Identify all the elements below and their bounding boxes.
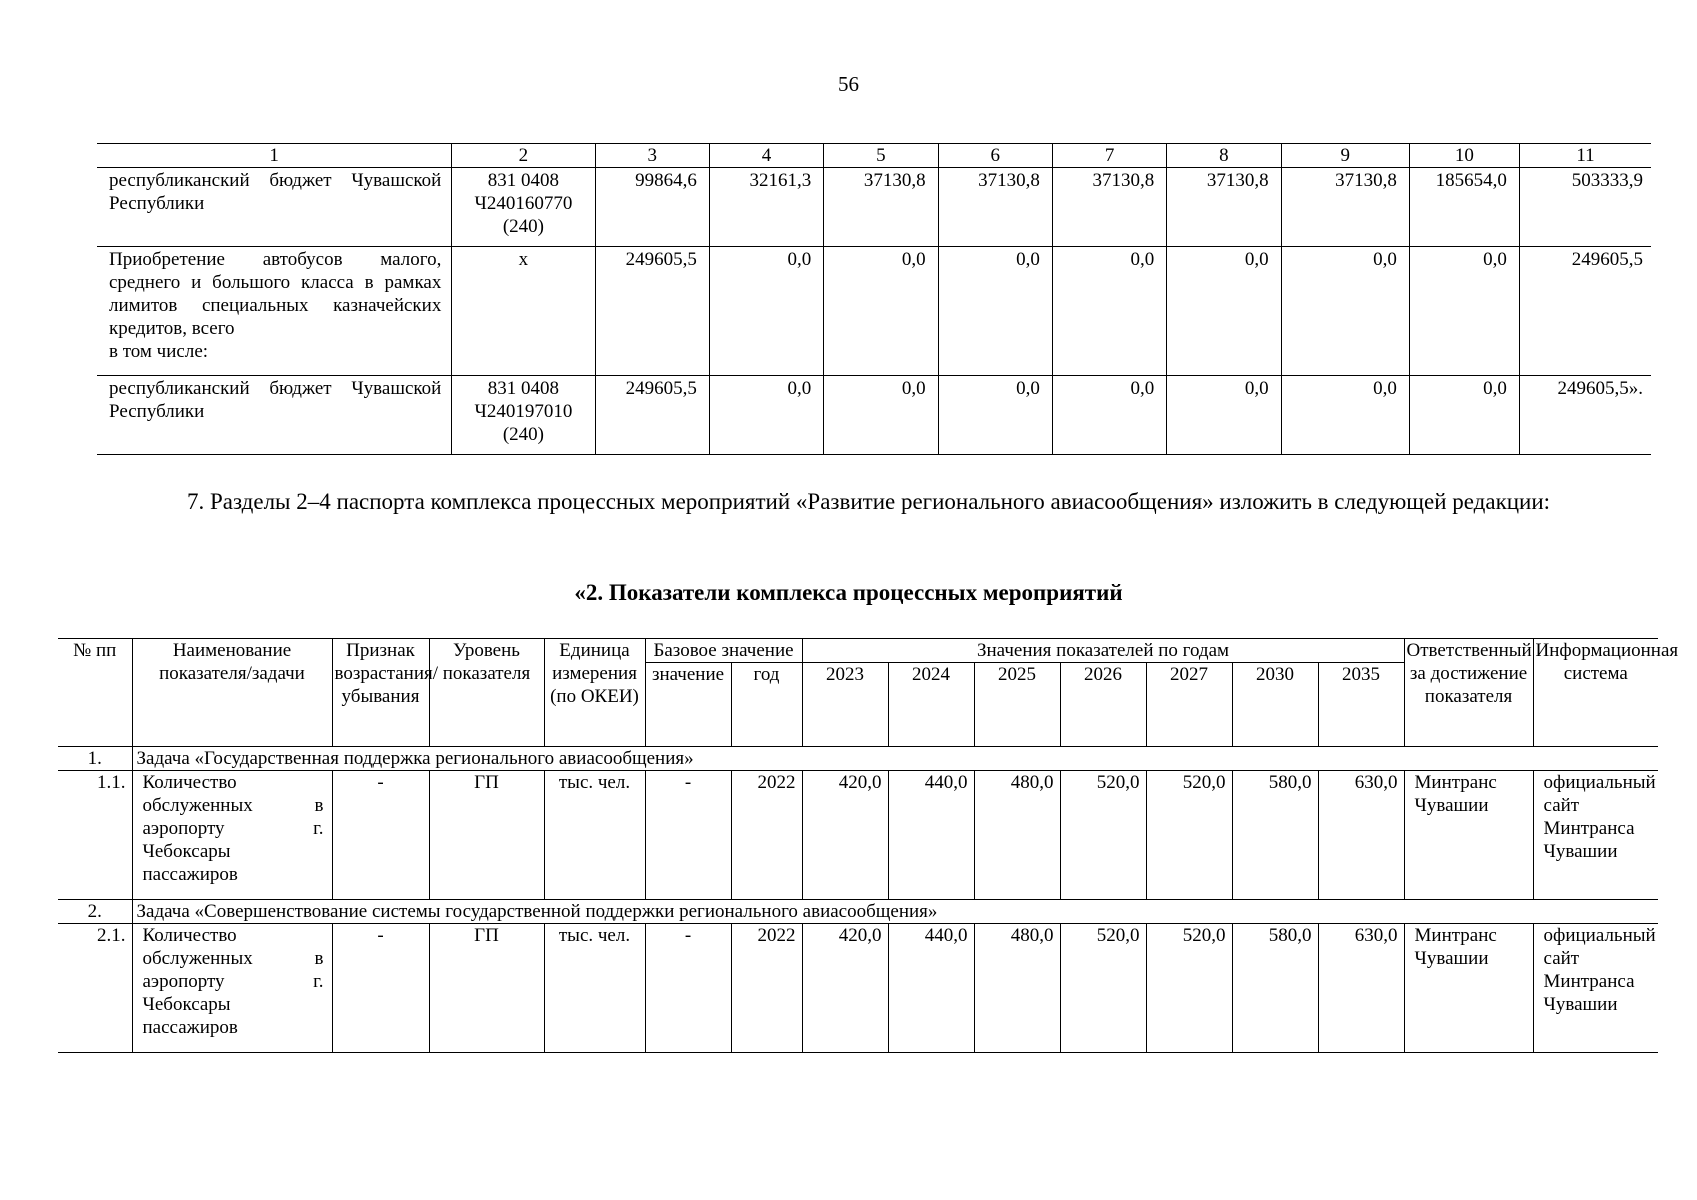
header-unit: Единица измерения (по ОКЕИ) [544, 639, 645, 747]
indicator-value: 520,0 [1060, 924, 1146, 1053]
header-row [58, 639, 1658, 663]
column-number: 11 [1519, 144, 1651, 168]
indicator-num: 2.1. [58, 924, 132, 1053]
indicator-value: 420,0 [802, 924, 888, 1053]
column-number: 5 [824, 144, 938, 168]
budget-code: 831 0408 Ч240160770 (240) [452, 168, 595, 247]
column-number: 6 [938, 144, 1052, 168]
task-num: 2. [58, 900, 132, 924]
indicator-name: Количество обслуженных в аэропорту г. Чебоксары пассажиров [132, 924, 332, 1053]
indicator-value: 480,0 [974, 924, 1060, 1053]
indicators-table [58, 638, 1679, 1053]
header-year: 2027 [1146, 663, 1232, 747]
value-cell: 37130,8 [1052, 168, 1166, 247]
indicator-level: ГП [429, 771, 544, 900]
header-year: 2035 [1318, 663, 1404, 747]
task-title: Задача «Государственная поддержка регионального авиасообщения» [132, 747, 1658, 771]
value-cell: 0,0 [1052, 247, 1166, 376]
header-name: Наименование показателя/задачи [132, 639, 332, 747]
value-cell: 99864,6 [595, 168, 709, 247]
header-base-value: значение [645, 663, 731, 747]
value-cell: 0,0 [938, 376, 1052, 455]
value-cell: 249605,5 [595, 247, 709, 376]
header-responsible: Ответственный за достижение показателя [1404, 639, 1533, 747]
indicator-value: 630,0 [1318, 924, 1404, 1053]
budget-code: x [452, 247, 595, 376]
header-sign: Признак возрастания/убывания [332, 639, 429, 747]
value-cell: 0,0 [709, 247, 823, 376]
indicator-value: 580,0 [1232, 924, 1318, 1053]
column-number: 7 [1052, 144, 1166, 168]
indicator-info-system: официальный сайт Минтранса Чувашии [1533, 924, 1658, 1053]
value-cell: 0,0 [938, 247, 1052, 376]
budget-code: 831 0408 Ч240197010 (240) [452, 376, 595, 455]
value-cell: 0,0 [1052, 376, 1166, 455]
indicator-responsible: Минтранс Чувашии [1404, 771, 1533, 900]
table-row [97, 168, 1651, 247]
header-base: Базовое значение [645, 639, 802, 663]
indicator-row [58, 924, 1658, 1053]
value-cell: 0,0 [1409, 247, 1519, 376]
value-cell: 185654,0 [1409, 168, 1519, 247]
column-number: 8 [1167, 144, 1281, 168]
indicator-base-year: 2022 [731, 771, 802, 900]
value-cell: 249605,5 [1519, 247, 1651, 376]
indicator-value: 520,0 [1146, 771, 1232, 900]
value-cell: 0,0 [1409, 376, 1519, 455]
value-cell: 0,0 [824, 247, 938, 376]
indicator-sign: - [332, 771, 429, 900]
column-number: 1 [97, 144, 452, 168]
indicator-value: 440,0 [888, 924, 974, 1053]
indicator-sign: - [332, 924, 429, 1053]
header-num: № пп [58, 639, 132, 747]
header-year: 2026 [1060, 663, 1146, 747]
column-number: 10 [1409, 144, 1519, 168]
value-cell: 0,0 [1281, 376, 1409, 455]
header-year: 2030 [1232, 663, 1318, 747]
header-level: Уровень показателя [429, 639, 544, 747]
header-years-group: Значения показателей по годам [802, 639, 1404, 663]
amendment-paragraph: 7. Разделы 2–4 паспорта комплекса процессных мероприятий «Развитие регионального авиасообщения» изложить в следующей редакции: [187, 489, 1551, 514]
indicator-value: 520,0 [1060, 771, 1146, 900]
indicator-base-value: - [645, 924, 731, 1053]
section-heading: «2. Показатели комплекса процессных мероприятий [574, 580, 1123, 605]
value-cell: 0,0 [1167, 376, 1281, 455]
column-number-row [97, 144, 1651, 168]
indicator-value: 440,0 [888, 771, 974, 900]
task-row [58, 747, 1658, 771]
indicator-value: 520,0 [1146, 924, 1232, 1053]
value-cell: 0,0 [1167, 247, 1281, 376]
value-cell: 249605,5 [595, 376, 709, 455]
value-cell: 37130,8 [1281, 168, 1409, 247]
column-number: 4 [709, 144, 823, 168]
header-year: 2025 [974, 663, 1060, 747]
task-title: Задача «Совершенствование системы государственной поддержки регионального авиасообщения» [132, 900, 1658, 924]
column-number: 9 [1281, 144, 1409, 168]
row-name: республиканский бюджет Чувашской Республики [97, 168, 452, 247]
value-cell: 37130,8 [824, 168, 938, 247]
table-row [97, 376, 1651, 455]
budget-table [97, 143, 1651, 455]
indicator-value: 580,0 [1232, 771, 1318, 900]
value-cell: 249605,5». [1519, 376, 1651, 455]
indicator-value: 630,0 [1318, 771, 1404, 900]
header-year: 2024 [888, 663, 974, 747]
column-number: 2 [452, 144, 595, 168]
indicator-value: 480,0 [974, 771, 1060, 900]
value-cell: 0,0 [824, 376, 938, 455]
row-name: Приобретение автобусов малого, среднего и большого класса в рамках лимитов специальных казначейских кредитов, всего в том числе: [97, 247, 452, 376]
task-num: 1. [58, 747, 132, 771]
value-cell: 32161,3 [709, 168, 823, 247]
value-cell: 37130,8 [1167, 168, 1281, 247]
table-row [97, 247, 1651, 376]
indicator-base-value: - [645, 771, 731, 900]
indicator-value: 420,0 [802, 771, 888, 900]
value-cell: 0,0 [709, 376, 823, 455]
header-year: 2023 [802, 663, 888, 747]
row-name: республиканский бюджет Чувашской Республики [97, 376, 452, 455]
page-number: 56 [838, 72, 859, 96]
indicator-name: Количество обслуженных в аэропорту г. Чебоксары пассажиров [132, 771, 332, 900]
header-info-system: Информационная система [1533, 639, 1658, 747]
indicator-unit: тыс. чел. [544, 924, 645, 1053]
value-cell: 503333,9 [1519, 168, 1651, 247]
indicator-row [58, 771, 1658, 900]
indicator-info-system: официальный сайт Минтранса Чувашии [1533, 771, 1658, 900]
value-cell: 0,0 [1281, 247, 1409, 376]
value-cell: 37130,8 [938, 168, 1052, 247]
task-row [58, 900, 1658, 924]
indicator-level: ГП [429, 924, 544, 1053]
indicator-responsible: Минтранс Чувашии [1404, 924, 1533, 1053]
indicator-base-year: 2022 [731, 924, 802, 1053]
header-base-year: год [731, 663, 802, 747]
column-number: 3 [595, 144, 709, 168]
indicator-unit: тыс. чел. [544, 771, 645, 900]
indicator-num: 1.1. [58, 771, 132, 900]
